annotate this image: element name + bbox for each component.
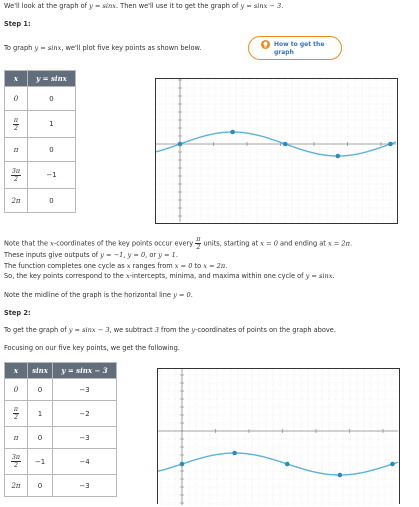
- graph-sinx[interactable]: [155, 78, 398, 224]
- cell-y: 0: [28, 87, 76, 111]
- hint-label: How to get the graph: [274, 41, 325, 56]
- key-point[interactable]: [283, 142, 288, 147]
- table-row: [5, 427, 117, 449]
- cell-y: 1: [28, 111, 76, 138]
- table-row: [5, 189, 76, 213]
- curve: [158, 453, 398, 475]
- table-row: [5, 475, 117, 497]
- cell-x: 2π: [5, 189, 28, 213]
- table2-header-y: y = sinx − 3: [53, 363, 117, 379]
- step2-label: Step 2:: [4, 309, 31, 317]
- shifted-points-table: [4, 362, 117, 497]
- cell-x: 0: [5, 87, 28, 111]
- lightbulb-icon: [261, 40, 270, 49]
- cell-x: $\frac{\pi}{2}$: [5, 401, 28, 427]
- key-point[interactable]: [338, 473, 343, 478]
- note-midline: Note the midline of the graph is the horizontal line y = 0.: [4, 291, 193, 299]
- cell-y: 0: [28, 138, 76, 162]
- key-point[interactable]: [232, 451, 237, 456]
- key-point[interactable]: [180, 462, 185, 467]
- key-point[interactable]: [178, 142, 183, 147]
- note-key-points: So, the key points correspond to the x-intercepts, minima, and maxima within one cycle of y = sinx.: [4, 272, 335, 280]
- table-row: [5, 401, 117, 427]
- table-row: [5, 379, 117, 401]
- how-to-get-graph-button[interactable]: [248, 36, 342, 60]
- key-point[interactable]: [390, 462, 395, 467]
- cell-x: 0: [5, 379, 28, 401]
- graph-sinx-minus-3-svg: [158, 369, 398, 505]
- table-row: [5, 87, 76, 111]
- step1-label: Step 1:: [4, 20, 31, 28]
- cell-y: 0: [28, 189, 76, 213]
- table-header-y: y = sinx: [28, 71, 76, 87]
- table2-header-x: x: [5, 363, 28, 379]
- note-cycle: The function completes one cycle as x ranges from x = 0 to x = 2π.: [4, 262, 228, 270]
- step2-text: To get the graph of y = sinx − 3, we subtract 3 from the y-coordinates of points on the graph above.: [4, 326, 336, 334]
- table-header-x: x: [5, 71, 28, 87]
- step1-lead: To graph y = sinx, we'll plot five key points as shown below.: [4, 44, 202, 52]
- cell-x: 2π: [5, 475, 28, 497]
- key-point[interactable]: [336, 154, 341, 159]
- cell-x: π: [5, 427, 28, 449]
- cell-sinx: −1: [28, 449, 53, 475]
- table-row: [5, 449, 117, 475]
- cell-sinx: 1: [28, 401, 53, 427]
- table-row: [5, 138, 76, 162]
- key-point[interactable]: [285, 462, 290, 467]
- graph-sinx-minus-3[interactable]: [157, 368, 400, 504]
- table2-header-sinx: sinx: [28, 363, 53, 379]
- cell-sinx: 0: [28, 475, 53, 497]
- cell-y: −3: [53, 427, 117, 449]
- step2-focus: Focusing on our five key points, we get the following.: [4, 344, 180, 352]
- cell-y: −2: [53, 401, 117, 427]
- cell-x: $\frac{3\pi}{2}$: [5, 162, 28, 189]
- cell-y: −4: [53, 449, 117, 475]
- graph-sinx-svg: [156, 79, 396, 222]
- table-row: [5, 162, 76, 189]
- key-point[interactable]: [388, 142, 393, 147]
- note-outputs: These inputs give outputs of y = −1, y = 0, or y = 1.: [4, 251, 178, 259]
- cell-x: $\frac{3\pi}{2}$: [5, 449, 28, 475]
- key-points-table: [4, 70, 76, 213]
- cell-y: −3: [53, 379, 117, 401]
- cell-sinx: 0: [28, 427, 53, 449]
- intro-text: We'll look at the graph of y = sinx. Then we'll use it to get the graph of y = sinx − 3.: [4, 2, 284, 10]
- cell-sinx: 0: [28, 379, 53, 401]
- table-row: [5, 111, 76, 138]
- cell-x: $\frac{\pi}{2}$: [5, 111, 28, 138]
- cell-y: −1: [28, 162, 76, 189]
- note-key-x-coordinates: Note that the x-coordinates of the key points occur every $\frac{\pi}{2}$ units, starting at x = 0 and ending at x = 2π.: [4, 236, 353, 251]
- cell-y: −3: [53, 475, 117, 497]
- key-point[interactable]: [230, 130, 235, 135]
- cell-x: π: [5, 138, 28, 162]
